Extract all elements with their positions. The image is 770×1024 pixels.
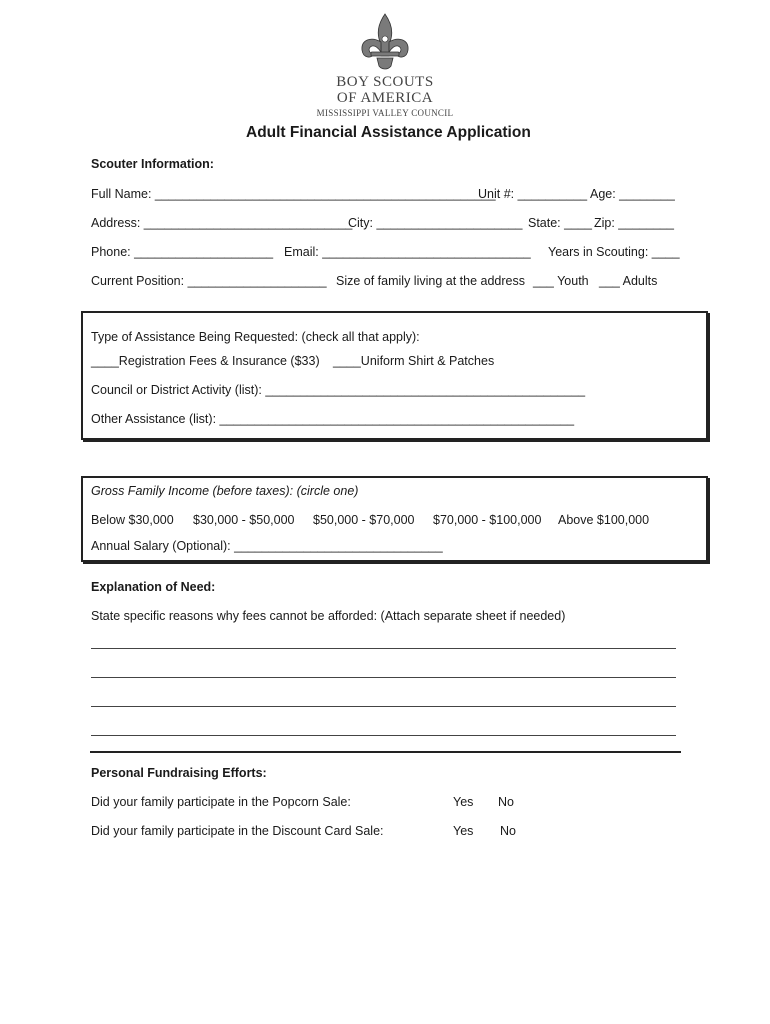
email-field[interactable]: Email: ______________________________	[284, 245, 531, 259]
registration-fees-option[interactable]: ____Registration Fees & Insurance ($33)	[91, 354, 320, 368]
council-name: MISSISSIPPI VALLEY COUNCIL	[316, 108, 454, 118]
uniform-option[interactable]: ____Uniform Shirt & Patches	[333, 354, 495, 368]
need-line-2[interactable]	[91, 677, 676, 678]
full-name-field[interactable]: Full Name: _________________________________________________	[91, 187, 496, 201]
adults-count-field[interactable]: ___ Adults	[599, 274, 658, 288]
need-prompt: State specific reasons why fees cannot be afforded: (Attach separate sheet if needed)	[91, 609, 566, 623]
zip-field[interactable]: Zip: ________	[594, 216, 674, 230]
family-size-label: Size of family living at the address	[336, 274, 525, 288]
income-option-1[interactable]: Below $30,000	[91, 513, 174, 527]
discount-card-no-option[interactable]: No	[500, 824, 516, 838]
other-assistance-field[interactable]: Other Assistance (list): ___________________________________________________	[91, 412, 575, 426]
popcorn-question: Did your family participate in the Popcorn Sale:	[91, 795, 351, 809]
fundraising-heading: Personal Fundraising Efforts:	[91, 766, 267, 780]
need-line-4[interactable]	[91, 735, 676, 736]
discount-card-question: Did your family participate in the Discount Card Sale:	[91, 824, 384, 838]
annual-salary-field[interactable]: Annual Salary (Optional): ______________________________	[91, 539, 443, 553]
years-in-scouting-field[interactable]: Years in Scouting: ____	[548, 245, 680, 259]
council-activity-field[interactable]: Council or District Activity (list): ______________________________________________	[91, 383, 586, 397]
popcorn-yes-option[interactable]: Yes	[453, 795, 474, 809]
form-title: Adult Financial Assistance Application	[246, 124, 531, 141]
fleur-de-lis-logo-icon	[357, 12, 413, 72]
youth-count-field[interactable]: ___ Youth	[533, 274, 589, 288]
current-position-field[interactable]: Current Position: ____________________	[91, 274, 327, 288]
discount-card-yes-option[interactable]: Yes	[453, 824, 474, 838]
income-heading: Gross Family Income (before taxes): (circle one)	[91, 484, 359, 498]
phone-field[interactable]: Phone: ____________________	[91, 245, 274, 259]
income-option-3[interactable]: $50,000 - $70,000	[313, 513, 415, 527]
age-field[interactable]: Age: ________	[590, 187, 675, 201]
need-heading: Explanation of Need:	[91, 580, 216, 594]
state-field[interactable]: State: ____	[528, 216, 592, 230]
popcorn-no-option[interactable]: No	[498, 795, 514, 809]
scouter-info-heading: Scouter Information:	[91, 157, 214, 171]
org-name-line2: OF AMERICA	[336, 90, 434, 106]
need-line-3[interactable]	[91, 706, 676, 707]
income-option-5[interactable]: Above $100,000	[558, 513, 650, 527]
need-line-1[interactable]	[91, 648, 676, 649]
org-name-line1: BOY SCOUTS	[336, 74, 434, 90]
income-option-4[interactable]: $70,000 - $100,000	[433, 513, 542, 527]
city-field[interactable]: City: _____________________	[348, 216, 523, 230]
unit-field[interactable]: Unit #: __________	[478, 187, 588, 201]
address-field[interactable]: Address: ______________________________	[91, 216, 353, 230]
section-divider	[90, 751, 681, 753]
assistance-heading: Type of Assistance Being Requested: (check all that apply):	[91, 330, 420, 344]
income-option-2[interactable]: $30,000 - $50,000	[193, 513, 295, 527]
